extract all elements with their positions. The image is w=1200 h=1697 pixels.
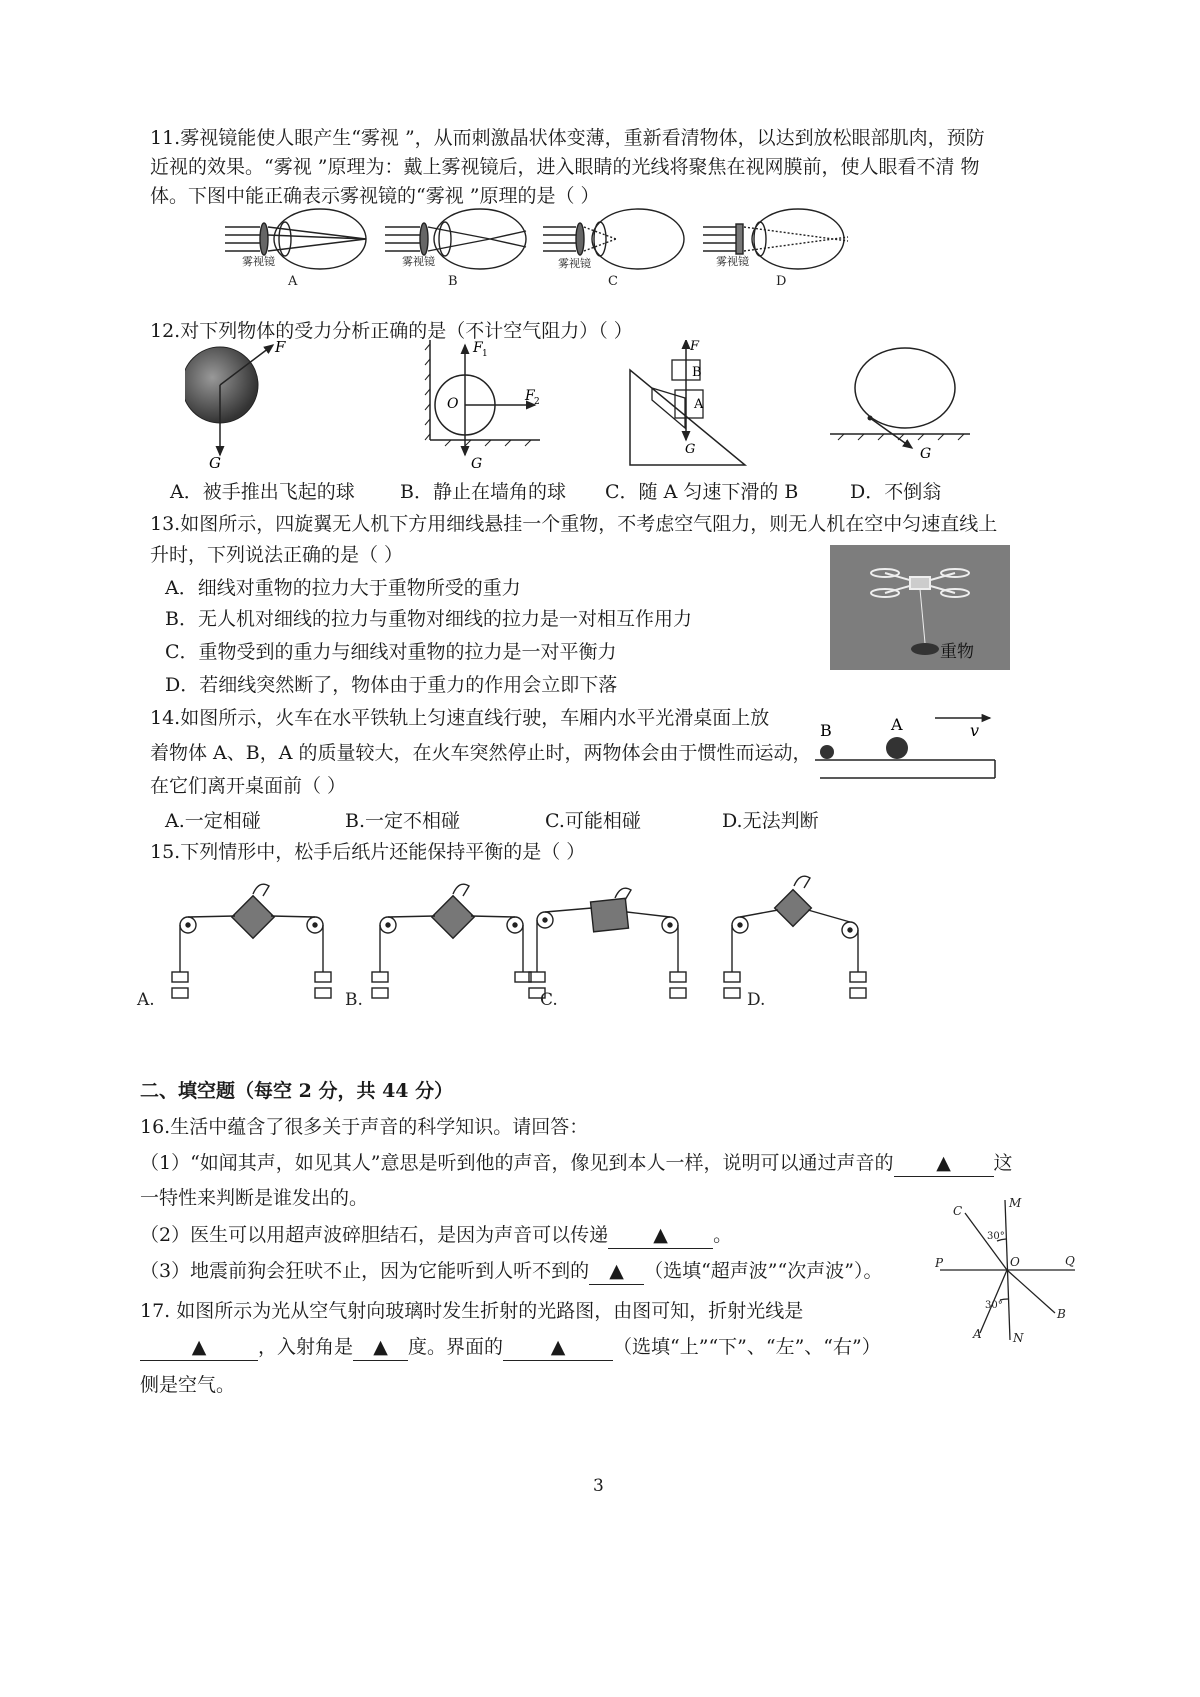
label-g-b: G <box>471 456 483 470</box>
label-v: v <box>970 721 980 740</box>
label-g-d: G <box>920 446 932 462</box>
q13-option-a: A．细线对重物的拉力大于重物所受的重力 <box>165 577 521 599</box>
q11-line2: 近视的效果。“雾视 ”原理为：戴上雾视镜后，进入眼睛的光线将聚焦在视网膜前，使人眼看不清 物 <box>150 156 980 178</box>
q11-option-b: B <box>448 274 458 289</box>
q13-option-c: C．重物受到的重力与细线对重物的拉力是一对平衡力 <box>165 641 617 663</box>
label-object-a: A <box>891 715 903 734</box>
q17-text-b: 度。界面的 <box>408 1336 504 1358</box>
q15-label-a: A. <box>137 990 155 1010</box>
q11-eye-diagrams <box>220 205 860 290</box>
label-angle-top: 30° <box>987 1231 1005 1242</box>
q16-part2-line <box>140 1222 732 1249</box>
q14-option-a: A.一定相碰 <box>165 810 261 832</box>
q16-part3-tail: （选填“超声波”“次声波”）。 <box>644 1260 883 1282</box>
lens-label-a: 雾视镜 <box>242 255 275 268</box>
q16-part3-line <box>140 1258 882 1285</box>
q17-text-a: ，入射角是 <box>258 1336 354 1358</box>
label-f1-sub: 1 <box>482 349 488 359</box>
q12-option-c: C．随 A 匀速下滑的 B <box>605 481 799 503</box>
fig-thrown-ball <box>185 340 286 470</box>
q13-line2: 升时，下列说法正确的是（ ） <box>150 544 404 566</box>
label-block-b: B <box>692 365 702 380</box>
q11-option-a: A <box>288 274 298 289</box>
label-object-b: B <box>820 721 832 740</box>
q14-train-table <box>815 710 1005 785</box>
q14-option-b: B.一定不相碰 <box>345 810 461 832</box>
label-q-point: Q <box>1065 1254 1075 1268</box>
lens-label-d: 雾视镜 <box>716 255 749 268</box>
label-b-point: B <box>1057 1307 1066 1321</box>
q15-stem: 15.下列情形中，松手后纸片还能保持平衡的是（ ） <box>150 841 586 863</box>
q16-part1-line <box>140 1150 1013 1177</box>
q16-intro: 16.生活中蕴含了很多关于声音的科学知识。请回答： <box>140 1116 589 1138</box>
label-angle-bottom: 30° <box>985 1300 1003 1311</box>
q13-option-b: B．无人机对细线的拉力与重物对细线的拉力是一对相互作用力 <box>165 608 692 630</box>
section-2-title: 二、填空题（每空 2 分，共 44 分） <box>140 1080 454 1102</box>
q16-blank-2[interactable]: ▲ <box>608 1222 713 1249</box>
q12-option-a: A．被手推出飞起的球 <box>170 481 355 503</box>
label-f: F <box>275 340 286 356</box>
q17-line3: 侧是空气。 <box>140 1374 236 1396</box>
q12-option-b: B．静止在墙角的球 <box>400 481 566 503</box>
q17-text-c: （选填“上”“下”、“左”、“右”） <box>613 1336 881 1358</box>
q16-part2-tail: 。 <box>713 1224 733 1246</box>
page-number: 3 <box>593 1476 604 1496</box>
label-m-point: M <box>1009 1196 1022 1210</box>
q17-blank-3[interactable]: ▲ <box>503 1334 613 1361</box>
fig-corner-ball <box>425 340 540 470</box>
q14-line2: 着物体 A、B，A 的质量较大，在火车突然停止时，两物体会由于惯性而运动， <box>150 742 812 764</box>
q17-refraction-diagram <box>935 1195 1080 1345</box>
lens-label-c: 雾视镜 <box>558 257 591 270</box>
q14-line1: 14.如图所示，火车在水平铁轨上匀速直线行驶，车厢内水平光滑桌面上放 <box>150 707 770 729</box>
pulley-setup-a <box>172 884 331 998</box>
q16-part1-tail: 这 <box>993 1152 1013 1174</box>
pulley-setup-b <box>372 884 531 998</box>
label-f2-sub: 2 <box>534 397 540 407</box>
q15-pulley-diagrams <box>135 870 935 1020</box>
q14-option-d: D.无法判断 <box>722 810 819 832</box>
pulley-setup-d <box>724 876 866 998</box>
label-a-point: A <box>973 1327 982 1341</box>
q16-blank-3[interactable]: ▲ <box>589 1258 644 1285</box>
q16-part2-text: （2）医生可以用超声波碎胆结石，是因为声音可以传递 <box>140 1224 609 1246</box>
label-c-point: C <box>953 1204 963 1218</box>
q16-blank-1[interactable]: ▲ <box>894 1150 994 1177</box>
fig-incline-blocks <box>630 340 745 465</box>
q17-line1: 17. 如图所示为光从空气射向玻璃时发生折射的光路图，由图可知，折射光线是 <box>140 1300 804 1322</box>
pulley-setup-c <box>529 888 686 998</box>
q17-blank-2[interactable]: ▲ <box>353 1334 408 1361</box>
label-o: O <box>447 396 459 412</box>
q15-label-b: B. <box>345 990 363 1010</box>
q16-part1-line2: 一特性来判断是谁发出的。 <box>140 1187 369 1209</box>
q14-option-c: C.可能相碰 <box>545 810 641 832</box>
q17-line2 <box>140 1334 881 1361</box>
q11-option-c: C <box>608 274 618 289</box>
label-o-point: O <box>1010 1255 1020 1269</box>
q13-option-d: D．若细线突然断了，物体由于重力的作用会立即下落 <box>165 674 618 696</box>
q12-option-d: D．不倒翁 <box>850 481 942 503</box>
label-p-point: P <box>935 1256 944 1270</box>
q11-line3: 体。下图中能正确表示雾视镜的“雾视 ”原理的是（ ） <box>150 185 600 207</box>
label-f2: F <box>525 388 535 404</box>
q16-part1-text: （1）“如闻其声，如见其人”意思是听到他的声音，像见到本人一样，说明可以通过声音的 <box>140 1152 894 1174</box>
label-n-point: N <box>1013 1331 1024 1345</box>
q14-line3: 在它们离开桌面前（ ） <box>150 775 347 797</box>
q15-label-c: C. <box>540 990 558 1010</box>
lens-label-b: 雾视镜 <box>402 255 435 268</box>
fig-tumbler <box>830 348 970 462</box>
q12-stem: 12.对下列物体的受力分析正确的是（不计空气阻力）（ ） <box>150 320 633 342</box>
q11-option-d: D <box>776 274 787 289</box>
q11-line1: 11.雾视镜能使人眼产生“雾视 ”，从而刺激晶状体变薄，重新看清物体，以达到放松眼部肌肉，预防 <box>150 127 985 149</box>
q12-force-diagrams <box>185 340 1005 470</box>
q16-part3-text: （3）地震前狗会狂吠不止，因为它能听到人听不到的 <box>140 1260 590 1282</box>
q17-blank-1[interactable]: ▲ <box>140 1334 258 1361</box>
photo-label-weight: 重物 <box>940 642 974 662</box>
label-f-c: F <box>690 340 700 354</box>
label-block-a: A <box>694 397 704 412</box>
label-f1: F <box>473 340 483 356</box>
q13-line1: 13.如图所示，四旋翼无人机下方用细线悬挂一个重物，不考虑空气阻力，则无人机在空中匀速直线上 <box>150 513 998 535</box>
q15-label-d: D. <box>747 990 766 1010</box>
q13-drone-photo <box>830 545 1010 670</box>
label-g: G <box>209 454 221 470</box>
label-g-c: G <box>685 442 696 457</box>
